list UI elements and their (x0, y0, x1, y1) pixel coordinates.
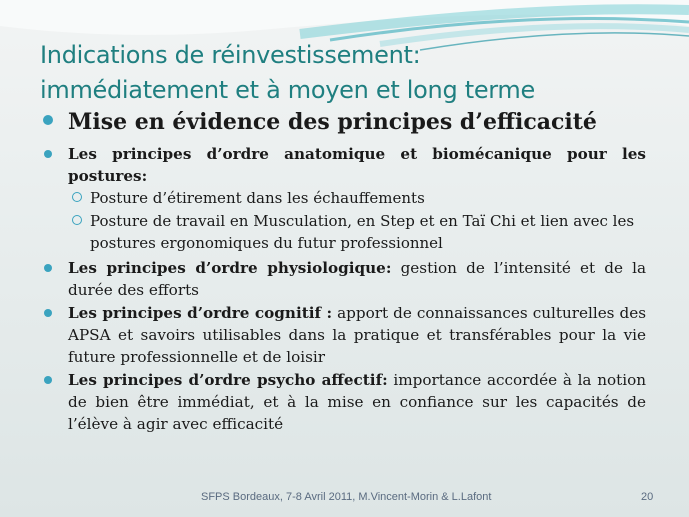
bullet-anatomique (68, 143, 646, 187)
footer-text: SFPS Bordeaux, 7-8 Avril 2011, M.Vincent-Morin & L.Lafont (201, 491, 492, 503)
bullet-cognitif-bold: Les principes d’ordre cognitif : (68, 304, 333, 322)
ring-bullet-icon (72, 192, 82, 202)
bullet-physiologique (68, 257, 646, 301)
bullet-psycho-affectif-bold: Les principes d’ordre psycho affectif: (68, 371, 388, 389)
title-line-1: Indications de réinvestissement: (40, 41, 421, 69)
filled-circle-bullet-icon (44, 150, 52, 158)
bullet-physiologique-bold: Les principes d’ordre physiologique: (68, 259, 392, 277)
bullet-anatomique-bold: Les principes d’ordre anatomique et biomécanique pour les postures: (68, 145, 646, 185)
sub-bullet-etirement (90, 187, 646, 209)
page-number: 20 (641, 491, 654, 503)
sub-bullet-etirement-text: Posture d’étirement dans les échauffements (90, 189, 425, 207)
bullet-main-text: Mise en évidence des principes d’efficacité (68, 109, 597, 135)
sub-bullet-travail-text: Posture de travail en Musculation, en Step et en Taï Chi et lien avec les postures ergonomiques du futur professionnel (90, 212, 635, 252)
filled-circle-bullet-icon (43, 115, 53, 125)
ring-bullet-icon (72, 215, 82, 225)
bullet-main (68, 108, 646, 136)
title-line-2: immédiatement et à moyen et long terme (40, 76, 535, 104)
bullet-cognitif (68, 302, 646, 368)
filled-circle-bullet-icon (44, 264, 52, 272)
slide-footer (0, 491, 689, 509)
sub-bullet-travail (90, 210, 646, 254)
filled-circle-bullet-icon (44, 309, 52, 317)
bullet-physiologique-rest: gestion de l’intensité et de la durée des efforts (68, 259, 646, 299)
bullet-cognitif-rest: apport de connaissances culturelles des APSA et savoirs utilisables dans la pratique et transférables pour la vie future professionnelle et de loisir (68, 304, 646, 366)
filled-circle-bullet-icon (44, 376, 52, 384)
bullet-psycho-affectif (68, 369, 646, 435)
slide-title (40, 38, 660, 108)
bullet-psycho-affectif-rest: importance accordée à la notion de bien être immédiat, et à la mise en confiance sur les capacités de l’élève à agir avec efficacité (68, 371, 647, 433)
